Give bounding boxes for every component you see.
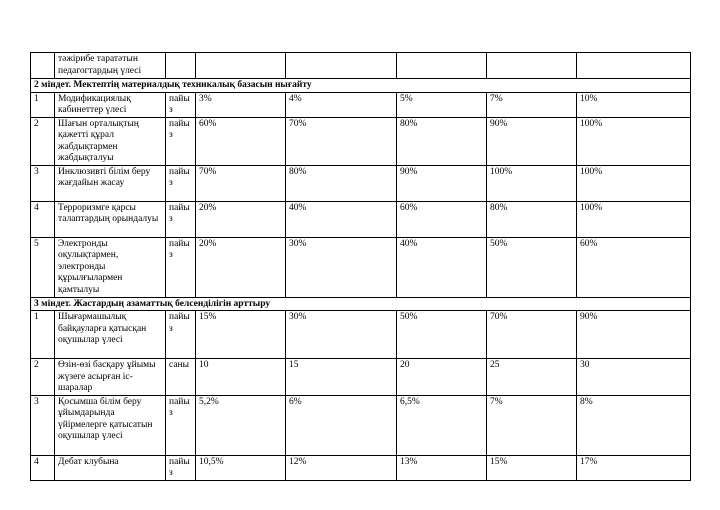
value-cell: 10: [196, 359, 286, 396]
indicator-name-cell: Модификациялық кабинеттер үлесі: [55, 92, 166, 117]
row-number-cell: 3: [31, 395, 55, 455]
value-cell: 50%: [487, 237, 577, 297]
indicators-table: [30, 52, 691, 481]
unit-cell: пайыз: [166, 311, 196, 359]
value-cell: 30: [577, 359, 691, 396]
row-number-cell: 1: [31, 311, 55, 359]
value-cell: 12%: [286, 455, 397, 480]
section-header-row: [31, 79, 691, 93]
value-cell: 10,5%: [196, 455, 286, 480]
row-number-cell: 4: [31, 455, 55, 480]
indicator-name-cell: Электронды оқулықтармен, электронды құрылғылармен қамтылуы: [55, 237, 166, 297]
table-row: [31, 117, 691, 165]
section-title: 3 міндет. Жастардың азаматтық белсенділігін арттыру: [31, 297, 691, 311]
value-cell: 10%: [577, 92, 691, 117]
value-cell: 6%: [286, 395, 397, 455]
value-cell: 90%: [577, 311, 691, 359]
value-cell: [487, 53, 577, 79]
indicator-name-cell: Шығармашылық байқауларға қатысқан оқушылар үлесі: [55, 311, 166, 359]
value-cell: 7%: [487, 92, 577, 117]
value-cell: 40%: [397, 237, 487, 297]
value-cell: [577, 53, 691, 79]
unit-cell: пайыз: [166, 92, 196, 117]
table-row: [31, 201, 691, 237]
row-number-cell: 4: [31, 201, 55, 237]
value-cell: 60%: [577, 237, 691, 297]
unit-cell: пайыз: [166, 165, 196, 201]
table-row: [31, 455, 691, 480]
indicator-name-cell: Шағын орталықтың қажетті құрал жабдықтармен жабдықталуы: [55, 117, 166, 165]
value-cell: 13%: [397, 455, 487, 480]
value-cell: 20: [397, 359, 487, 396]
value-cell: 100%: [487, 165, 577, 201]
indicator-name-cell: Дебат клубына: [55, 455, 166, 480]
value-cell: 3%: [196, 92, 286, 117]
unit-cell: пайыз: [166, 201, 196, 237]
value-cell: 60%: [397, 201, 487, 237]
value-cell: 70%: [487, 311, 577, 359]
value-cell: 70%: [286, 117, 397, 165]
value-cell: 6,5%: [397, 395, 487, 455]
row-number-cell: [31, 53, 55, 79]
value-cell: 4%: [286, 92, 397, 117]
unit-cell: пайыз: [166, 455, 196, 480]
value-cell: 80%: [397, 117, 487, 165]
value-cell: 7%: [487, 395, 577, 455]
table-row: [31, 92, 691, 117]
value-cell: 15%: [196, 311, 286, 359]
row-number-cell: 3: [31, 165, 55, 201]
value-cell: 30%: [286, 311, 397, 359]
unit-cell: саны: [166, 359, 196, 396]
value-cell: 100%: [577, 117, 691, 165]
value-cell: 5,2%: [196, 395, 286, 455]
value-cell: 5%: [397, 92, 487, 117]
indicator-name-cell: Өзін-өзі басқару ұйымы жүзеге асырған іс-шаралар: [55, 359, 166, 396]
value-cell: 80%: [286, 165, 397, 201]
table-row: [31, 395, 691, 455]
value-cell: 17%: [577, 455, 691, 480]
table-row: [31, 359, 691, 396]
value-cell: [196, 53, 286, 79]
table-body: [31, 53, 691, 481]
value-cell: 100%: [577, 165, 691, 201]
value-cell: 8%: [577, 395, 691, 455]
value-cell: 15%: [487, 455, 577, 480]
value-cell: 90%: [397, 165, 487, 201]
value-cell: 15: [286, 359, 397, 396]
value-cell: 25: [487, 359, 577, 396]
unit-cell: [166, 53, 196, 79]
row-number-cell: 5: [31, 237, 55, 297]
value-cell: 40%: [286, 201, 397, 237]
value-cell: 20%: [196, 201, 286, 237]
table-row: [31, 53, 691, 79]
value-cell: [286, 53, 397, 79]
value-cell: 50%: [397, 311, 487, 359]
indicator-name-cell: Терроризмге қарсы талаптардың орындалуы: [55, 201, 166, 237]
value-cell: [397, 53, 487, 79]
table-row: [31, 237, 691, 297]
row-number-cell: 1: [31, 92, 55, 117]
unit-cell: пайыз: [166, 117, 196, 165]
indicator-name-cell: Қосымша білім беру ұйымдарында үйірмелерге қатысатын оқушылар үлесі: [55, 395, 166, 455]
value-cell: 20%: [196, 237, 286, 297]
indicator-name-cell: тәжірибе таратәтын педагогтардың үлесі: [55, 53, 166, 79]
section-header-row: [31, 297, 691, 311]
value-cell: 60%: [196, 117, 286, 165]
row-number-cell: 2: [31, 117, 55, 165]
row-number-cell: 2: [31, 359, 55, 396]
value-cell: 70%: [196, 165, 286, 201]
value-cell: 30%: [286, 237, 397, 297]
value-cell: 80%: [487, 201, 577, 237]
value-cell: 100%: [577, 201, 691, 237]
value-cell: 90%: [487, 117, 577, 165]
table-row: [31, 165, 691, 201]
section-title: 2 міндет. Мектептің материалдық техникалық базасын нығайту: [31, 79, 691, 93]
table-row: [31, 311, 691, 359]
unit-cell: пайыз: [166, 237, 196, 297]
indicator-name-cell: Инклюзивті білім беру жағдайын жасау: [55, 165, 166, 201]
unit-cell: пайыз: [166, 395, 196, 455]
